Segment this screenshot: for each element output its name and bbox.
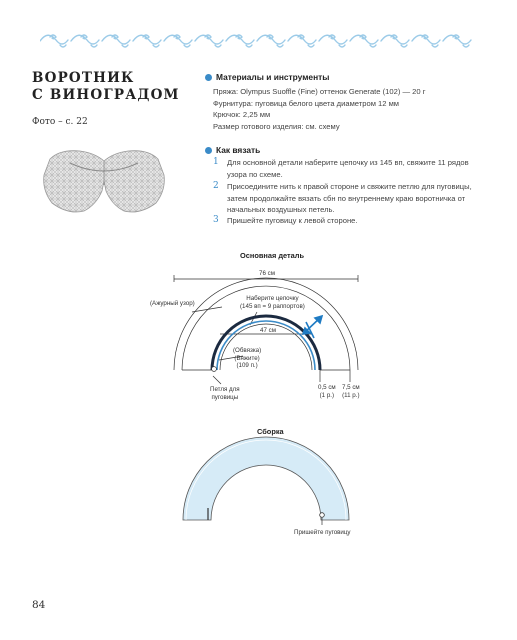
step-text: Присоедините нить к правой стороне и свяжите петлю для пуговицы, затем продолжайте вязать сбн по внутреннему краю воротничка от начальных воздушных петель. [227,182,472,215]
photo-reference: Фото – с. 22 [32,117,88,127]
dimension-b-label: 7,5 см (11 р.) [342,384,360,399]
step-number: 1 [213,157,219,167]
sew-button-label: Пришейте пуговицу [294,529,351,536]
button-loop-label: Петля для пуговицы [210,386,240,401]
diagram-assembly-title: Сборка [257,427,284,436]
lace-pattern-label: (Ажурный узор) [150,300,195,307]
dimension-a-label: 0,5 см (1 р.) [318,384,336,399]
materials-line: Размер готового изделия: см. схему [213,121,340,131]
inner-width-label: 47 см [260,327,276,334]
materials-line: Фурнитура: пуговица белого цвета диаметром 12 мм [213,98,400,108]
page-number: 84 [32,599,46,611]
step-text: Пришейте пуговицу к левой стороне. [227,216,358,225]
step-text: Для основной детали наберите цепочку из 145 вп, свяжите 11 рядов узора по схеме. [227,158,469,179]
step-number: 2 [213,181,219,191]
step-number: 3 [213,215,219,225]
materials-line: Крючок: 2,25 мм [213,110,271,120]
edging-label: (Обвязка) (Вяжите) (109 п.) [233,347,262,369]
chain-label: Наберите цепочку (145 вп = 9 раппортов) [240,295,305,310]
title-line-2: С ВИНОГРАДОМ [32,87,180,103]
diagram-main-title: Основная деталь [240,251,304,260]
materials-line: Пряжа: Olympus Suoffle (Fine) оттенок Generate (102) — 20 г [213,87,426,96]
materials-heading: Материалы и инструменты [205,72,329,82]
title-line-1: ВОРОТНИК [32,70,135,86]
howto-heading: Как вязать [205,145,260,155]
outer-width-label: 76 см [259,270,275,277]
